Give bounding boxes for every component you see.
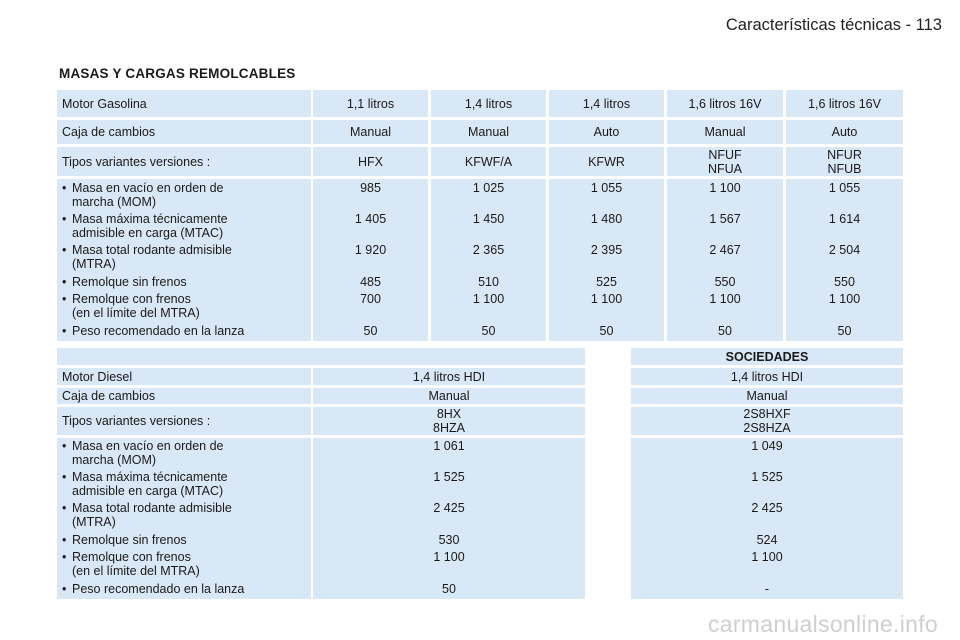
gasoline-variants-label bbox=[57, 147, 311, 176]
mass-item-label bbox=[57, 533, 311, 547]
diesel-variants-cell bbox=[631, 407, 903, 435]
gearbox-value: Auto bbox=[593, 125, 620, 139]
variant-code bbox=[743, 407, 790, 435]
gasoline-variants-cell bbox=[667, 147, 783, 176]
mass-value: 550 bbox=[834, 275, 855, 289]
mass-item-text: Peso recomendado en la lanza bbox=[72, 324, 245, 338]
gasoline-gearbox-cell bbox=[786, 120, 903, 144]
mass-value: 1 100 bbox=[828, 292, 861, 306]
variant-code-line: NFUB bbox=[827, 161, 862, 176]
variant-code bbox=[433, 407, 465, 435]
mass-value: 1 049 bbox=[751, 439, 783, 453]
diesel-masses-label bbox=[57, 438, 311, 599]
bullet-icon: • bbox=[62, 212, 67, 226]
variant-code-line: KFWF/A bbox=[464, 154, 513, 169]
mass-item-text: (en el límite del MTRA) bbox=[72, 306, 200, 320]
bullet-icon: • bbox=[62, 292, 67, 306]
gasoline-engine-label bbox=[57, 90, 311, 117]
variants-label-text: Tipos variantes versiones : bbox=[62, 414, 211, 428]
diesel-gearbox-cell bbox=[313, 388, 585, 404]
engine-value: 1,4 litros bbox=[464, 96, 513, 111]
mass-value: 550 bbox=[714, 275, 736, 289]
mass-item-label bbox=[57, 275, 311, 289]
mass-value: 524 bbox=[756, 533, 778, 547]
diesel-masses-cell bbox=[631, 438, 903, 599]
engine-value: 1,1 litros bbox=[346, 96, 395, 111]
mass-item-text: (MTRA) bbox=[72, 515, 116, 529]
gasoline-engine-cell bbox=[431, 90, 546, 117]
mass-value: 2 365 bbox=[472, 243, 505, 257]
bullet-icon: • bbox=[62, 275, 67, 289]
mass-item-text: (MTRA) bbox=[72, 257, 116, 271]
mass-value: 2 425 bbox=[433, 501, 465, 515]
gasoline-masses-label bbox=[57, 179, 311, 341]
diesel-masses-cell bbox=[313, 438, 585, 599]
mass-value: 530 bbox=[438, 533, 460, 547]
mass-item-text: admisible en carga (MTAC) bbox=[72, 484, 224, 498]
diesel-engine-cell bbox=[631, 368, 903, 385]
engine-value: 1,4 litros HDI bbox=[730, 369, 804, 384]
variant-code-line: 8HX bbox=[436, 407, 462, 421]
mass-value: 2 425 bbox=[751, 501, 783, 515]
engine-value: 1,4 litros bbox=[582, 96, 631, 111]
variant-code-line: NFUA bbox=[707, 161, 743, 176]
gasoline-variants-cell bbox=[549, 147, 664, 176]
bullet-icon: • bbox=[62, 243, 67, 257]
mass-value: 1 450 bbox=[472, 212, 505, 226]
mass-value: 1 055 bbox=[590, 181, 623, 195]
variants-label-text: Tipos variantes versiones : bbox=[62, 154, 211, 169]
mass-value: 1 614 bbox=[828, 212, 861, 226]
mass-value: 1 100 bbox=[590, 292, 623, 306]
variant-code-line: 8HZA bbox=[433, 421, 465, 435]
mass-item-label bbox=[57, 484, 311, 498]
mass-item-label bbox=[57, 324, 311, 338]
diesel-header-blank bbox=[57, 348, 585, 365]
bullet-icon: • bbox=[62, 324, 67, 338]
societies-header: SOCIEDADES bbox=[725, 349, 809, 364]
variant-code bbox=[358, 155, 383, 169]
mass-item-label bbox=[57, 181, 311, 195]
mass-value: 1 920 bbox=[354, 243, 387, 257]
bullet-icon: • bbox=[62, 439, 67, 453]
gearbox-value: Manual bbox=[428, 389, 470, 403]
mass-value: 1 405 bbox=[354, 212, 387, 226]
gearbox-value: Manual bbox=[704, 125, 746, 139]
gearbox-label-text: Caja de cambios bbox=[62, 389, 156, 403]
engine-label-text: Motor Diesel bbox=[62, 369, 133, 384]
engine-label-text: Motor Gasolina bbox=[62, 96, 147, 111]
engine-value: 1,6 litros 16V bbox=[808, 96, 881, 111]
mass-value: 2 395 bbox=[590, 243, 623, 257]
mass-item-text: Masa máxima técnicamente bbox=[72, 212, 228, 226]
mass-value: 1 567 bbox=[709, 212, 741, 226]
mass-value: 1 025 bbox=[472, 181, 505, 195]
variant-code bbox=[588, 155, 625, 169]
mass-value: 50 bbox=[599, 324, 614, 338]
gasoline-gearbox-label bbox=[57, 120, 311, 144]
mass-item-text: admisible en carga (MTAC) bbox=[72, 226, 224, 240]
engine-value: 1,4 litros HDI bbox=[412, 369, 486, 384]
bullet-icon: • bbox=[62, 550, 67, 564]
gasoline-gearbox-cell bbox=[431, 120, 546, 144]
mass-item-label bbox=[57, 439, 311, 453]
gasoline-variants-cell bbox=[313, 147, 428, 176]
gasoline-engine-cell bbox=[786, 90, 903, 117]
gasoline-variants-cell bbox=[431, 147, 546, 176]
mass-item-label bbox=[57, 515, 311, 529]
mass-item-text: Masa total rodante admisible bbox=[72, 501, 232, 515]
mass-item-text: Masa total rodante admisible bbox=[72, 243, 232, 257]
mass-value: 1 061 bbox=[433, 439, 465, 453]
variant-code bbox=[827, 148, 862, 176]
gasoline-gearbox-cell bbox=[313, 120, 428, 144]
gasoline-masses-cell bbox=[667, 179, 783, 341]
mass-value: 1 100 bbox=[433, 550, 465, 564]
mass-item-text: marcha (MOM) bbox=[72, 195, 157, 209]
mass-value: 700 bbox=[360, 292, 381, 306]
mass-value: 1 525 bbox=[433, 470, 465, 484]
mass-item-label bbox=[57, 582, 311, 596]
mass-value: 1 055 bbox=[828, 181, 861, 195]
gearbox-value: Manual bbox=[350, 125, 391, 139]
mass-value: 1 100 bbox=[709, 292, 741, 306]
mass-item-label bbox=[57, 292, 311, 306]
gasoline-engine-cell bbox=[549, 90, 664, 117]
mass-item-label bbox=[57, 306, 311, 320]
gearbox-label-text: Caja de cambios bbox=[62, 125, 156, 139]
mass-item-text: Masa máxima técnicamente bbox=[72, 470, 228, 484]
mass-item-text: Masa en vacío en orden de bbox=[72, 439, 224, 453]
gearbox-value: Manual bbox=[468, 125, 509, 139]
variant-code-line: 2S8HZA bbox=[743, 421, 791, 435]
mass-item-text: Masa en vacío en orden de bbox=[72, 181, 224, 195]
gearbox-value: Manual bbox=[746, 389, 788, 403]
mass-item-label bbox=[57, 501, 311, 515]
diesel-variants-label bbox=[57, 407, 311, 435]
variant-code-line: NFUF bbox=[708, 147, 742, 162]
diesel-engine-label bbox=[57, 368, 311, 385]
mass-item-text: Remolque con frenos bbox=[72, 292, 191, 306]
variant-code-line: NFUR bbox=[827, 147, 862, 162]
mass-value: 50 bbox=[481, 324, 496, 338]
mass-value: 1 100 bbox=[472, 292, 505, 306]
bullet-icon: • bbox=[62, 582, 67, 596]
mass-item-label bbox=[57, 550, 311, 564]
mass-item-label bbox=[57, 257, 311, 271]
mass-value: 510 bbox=[478, 275, 499, 289]
gasoline-engine-cell bbox=[667, 90, 783, 117]
mass-value: 50 bbox=[718, 324, 732, 338]
gasoline-variants-cell bbox=[786, 147, 903, 176]
bullet-icon: • bbox=[62, 181, 67, 195]
mass-value: 2 467 bbox=[709, 243, 741, 257]
mass-item-label bbox=[57, 226, 311, 240]
mass-item-text: marcha (MOM) bbox=[72, 453, 157, 467]
societies-header-cell bbox=[631, 348, 903, 365]
mass-value: 485 bbox=[360, 275, 381, 289]
bullet-icon: • bbox=[62, 501, 67, 515]
variant-code bbox=[465, 155, 512, 169]
mass-item-label bbox=[57, 195, 311, 209]
variant-code-line: HFX bbox=[358, 154, 383, 169]
gasoline-gearbox-cell bbox=[549, 120, 664, 144]
mass-value: 2 504 bbox=[828, 243, 861, 257]
diesel-gearbox-cell bbox=[631, 388, 903, 404]
bullet-icon: • bbox=[62, 533, 67, 547]
gasoline-masses-cell bbox=[786, 179, 903, 341]
engine-value: 1,6 litros 16V bbox=[688, 96, 762, 111]
gasoline-masses-cell bbox=[313, 179, 428, 341]
diesel-gearbox-label bbox=[57, 388, 311, 404]
mass-value: 985 bbox=[360, 181, 381, 195]
mass-value: 1 100 bbox=[709, 181, 741, 195]
variant-code bbox=[708, 148, 742, 176]
mass-item-label bbox=[57, 243, 311, 257]
page-header: Características técnicas - 113 bbox=[725, 16, 942, 34]
section-title: MASAS Y CARGAS REMOLCABLES bbox=[59, 66, 296, 81]
mass-item-text: (en el límite del MTRA) bbox=[72, 564, 200, 578]
gasoline-masses-cell bbox=[431, 179, 546, 341]
variant-code-line: KFWR bbox=[588, 154, 625, 169]
mass-item-text: Remolque sin frenos bbox=[72, 533, 187, 547]
mass-value: 1 480 bbox=[590, 212, 623, 226]
mass-value: 50 bbox=[442, 582, 456, 596]
mass-item-label bbox=[57, 212, 311, 226]
gasoline-masses-cell bbox=[549, 179, 664, 341]
mass-item-text: Remolque con frenos bbox=[72, 550, 191, 564]
mass-item-label bbox=[57, 564, 311, 578]
mass-value: 1 100 bbox=[751, 550, 783, 564]
bullet-icon: • bbox=[62, 470, 67, 484]
mass-value: 525 bbox=[596, 275, 617, 289]
diesel-variants-cell bbox=[313, 407, 585, 435]
watermark: carmanualsonline.info bbox=[707, 611, 938, 637]
mass-value: 50 bbox=[363, 324, 378, 338]
mass-item-text: Remolque sin frenos bbox=[72, 275, 187, 289]
mass-item-label bbox=[57, 470, 311, 484]
mass-value: 50 bbox=[837, 324, 852, 338]
mass-value: - bbox=[764, 582, 770, 596]
diesel-engine-cell bbox=[313, 368, 585, 385]
mass-value: 1 525 bbox=[751, 470, 783, 484]
gasoline-gearbox-cell bbox=[667, 120, 783, 144]
variant-code-line: 2S8HXF bbox=[743, 407, 791, 421]
mass-item-text: Peso recomendado en la lanza bbox=[72, 582, 245, 596]
gasoline-engine-cell bbox=[313, 90, 428, 117]
mass-item-label bbox=[57, 453, 311, 467]
gearbox-value: Auto bbox=[831, 125, 858, 139]
